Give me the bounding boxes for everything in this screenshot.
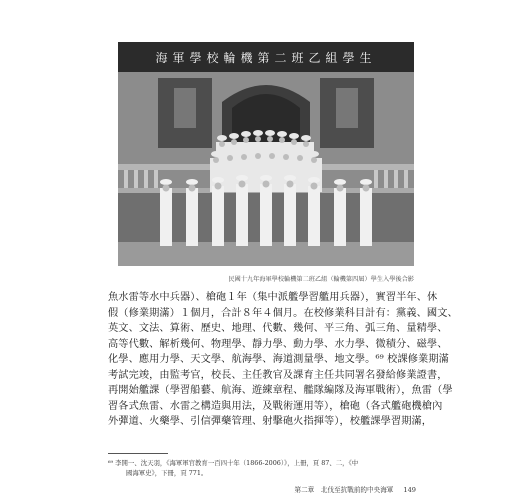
footnote-divider: [108, 453, 168, 454]
footnote-line: ⁶⁹ 李開一、沈天羽，《海軍軍官教育一百四十年（1866-2006）》，上冊，頁 87、二，《中: [108, 459, 359, 467]
body-line: 外彈道、火藥學、引信彈藥管理、射擊砲火指揮等），校艦課學習期滿，: [108, 416, 433, 427]
chapter-title: 第二章 北伐至抗戰前的中央海軍: [294, 486, 394, 494]
body-line: 魚水雷等水中兵器）、槍砲１年（集中派艦學習艦用兵器），實習半年、休: [108, 292, 438, 303]
body-line: 習各式魚雷、水雷之構造與用法，及戰術運用等），槍砲（各式艦砲機槍內: [108, 400, 443, 412]
footnote-line: 國海軍史》，下冊，頁 771。: [126, 469, 208, 477]
body-line: 高等代數、解析幾何、物理學、靜力學、動力學、水力學、微積分、磁學、: [108, 338, 448, 350]
body-line: 英文、文法、算術、歷史、地理、代數、幾何、平三角、弧三角、量精學、: [108, 323, 448, 334]
photo-banner-text: 海軍學校輪機第二班乙組學生: [118, 42, 414, 72]
photo-caption: 民國十九年海軍學校輪機第二班乙組（輪機第四屆）學生入學後合影: [228, 276, 414, 283]
running-footer: [285, 484, 417, 494]
footnote: [108, 458, 414, 478]
body-line: 化學、應用力學、天文學、航海學、海道測量學、地文學。⁶⁹ 校課修業期滿: [108, 354, 449, 365]
photo-scene: [118, 72, 414, 266]
body-paragraph: [108, 290, 458, 430]
page-number: 149: [403, 486, 416, 494]
body-line: 假（修業期滿）１個月，合計８年４個月。在校修業科目計有：黨義、國文、: [108, 307, 458, 319]
body-line: 再開始艦課（學習船藝、航海、遊練章程、艦隊編隊及海軍戰術），魚雷（學: [108, 385, 453, 396]
body-line: 考試完竣，由監考官，校長、主任教官及課育主任共同署名發給修業證書，: [108, 369, 448, 381]
historical-group-photo: [118, 42, 414, 266]
